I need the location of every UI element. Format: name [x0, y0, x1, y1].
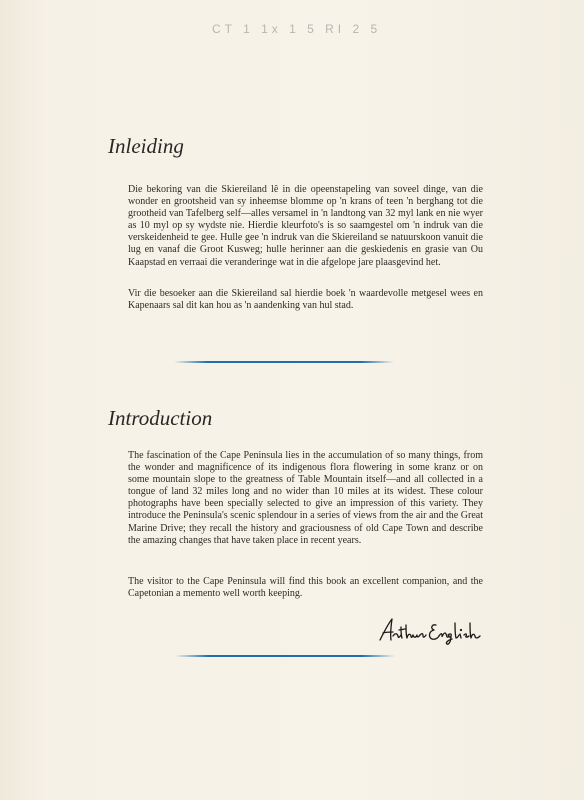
inleiding-paragraph-2: Vir die besoeker aan die Skiereiland sal hierdie boek 'n waardevolle metgesel wees en Kapenaars sal dit kan hou as 'n aandenking van hul stad.	[128, 288, 483, 312]
library-stamp: CT 1 1x 1 5 RI 2 5	[212, 22, 382, 36]
introduction-paragraph-2: The visitor to the Cape Peninsula will find this book an excellent companion, and the Capetonian a memento well worth keeping.	[128, 576, 483, 600]
section-heading-inleiding: Inleiding	[108, 134, 184, 158]
introduction-paragraph-1: The fascination of the Cape Peninsula lies in the accumulation of so many things, from the wonder and magnificence of its indigenous flora flowering in some kranz or on some mountain slope to the greatness of Table Mountain itself—and all collected in a tongue of land 32 miles long and no wider than 10 miles at its widest. These colour photographs have been specially selected to give an impression of this variety. They introduce the Peninsula's scenic splendour in a series of views from the air and the Great Marine Drive; they recall the history and graciousness of old Cape Town and describe the amazing changes that have taken place in recent years.	[128, 450, 483, 546]
section-divider-rule	[174, 361, 394, 363]
inleiding-paragraph-1: Die bekoring van die Skiereiland lê in die opeenstapeling van soveel dinge, van die wonder en grootsheid van sy inheemse blomme op 'n krans of teen 'n berghang tot die grootheid van Tafelberg self—alles versamel in 'n landtong van 32 myl lank en nie wyer as 10 myl op sy wydste nie. Hierdie kleurfoto's is so saamgestel om 'n indruk van die verskeidenheid te gee. Hulle gee 'n indruk van die Skiereiland se natuurskoon vanuit die lug en vanaf die Groot Kusweg; hulle herinner aan die geskiedenis en grasie van Ou Kaapstad en verraai die veranderinge wat in die afgelope jare plaasgevind het.	[128, 184, 483, 268]
section-heading-introduction: Introduction	[108, 406, 213, 430]
author-signature	[376, 614, 496, 648]
closing-divider-rule	[175, 655, 395, 657]
